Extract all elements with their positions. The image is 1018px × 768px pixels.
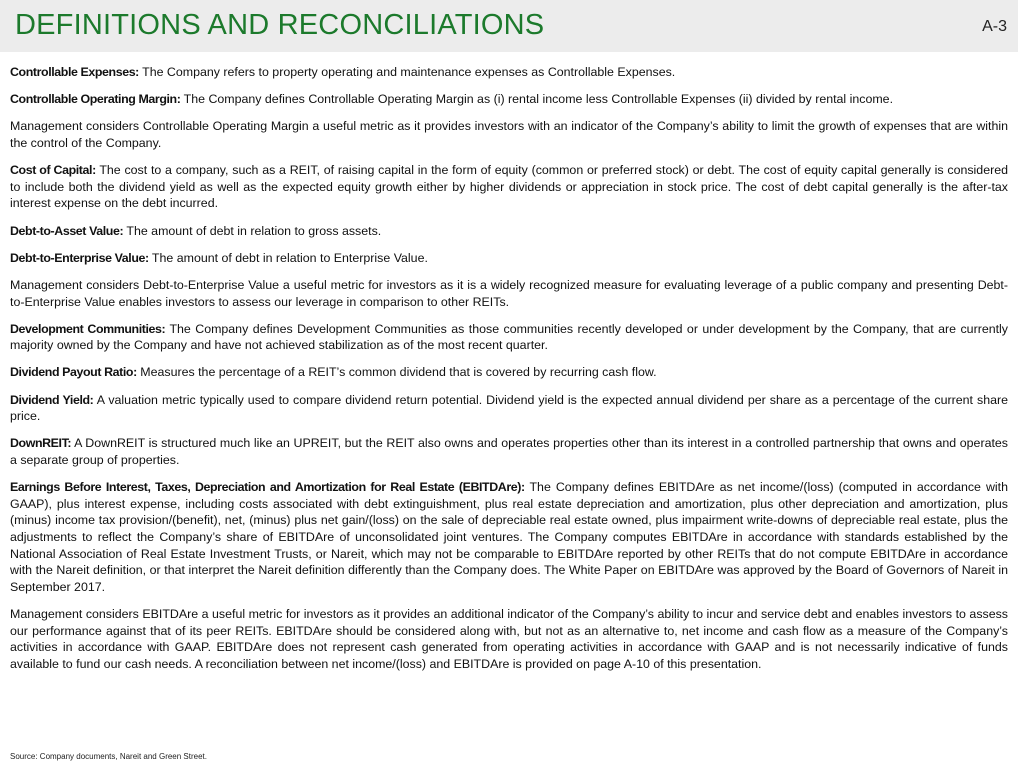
commentary-text: Management considers Debt-to-Enterprise Value a useful metric for investors as it is a widely recognized measure for evaluating leverage of a public company and presenting Debt-to-Enterprise Value enables investors to assess our leverage in comparison to other REITs. <box>10 277 1008 309</box>
definition-term: Dividend Yield: <box>10 392 94 407</box>
definition-text: The Company defines Controllable Operating Margin as (i) rental income less Controllable Expenses (ii) divided by rental income. <box>180 92 894 107</box>
definition-term: Earnings Before Interest, Taxes, Depreciation and Amortization for Real Estate (EBITDAre): <box>10 480 525 495</box>
page-header <box>0 0 1018 52</box>
definition-text: A DownREIT is structured much like an UPREIT, but the REIT also owns and operates properties other than its interest in a controlled partnership that owns and operates a separate group of properties. <box>10 436 1008 468</box>
source-footnote: Source: Company documents, Nareit and Green Street. <box>10 752 207 761</box>
definition-text: The amount of debt in relation to Enterprise Value. <box>148 250 428 265</box>
definition-paragraph <box>10 64 1008 81</box>
definition-text: The Company refers to property operating and maintenance expenses as Controllable Expenses. <box>138 65 676 79</box>
definition-paragraph <box>10 321 1008 354</box>
definition-paragraph <box>10 223 1008 240</box>
definition-paragraph <box>10 250 1008 267</box>
commentary-text: Management considers EBITDAre a useful metric for investors as it provides an additional indicator of the Company’s ability to incur and service debt and enables investors to assess our performance against that of its peer REITs. EBITDAre should be considered along with, but not as an alternative to, net income and cash flow as a measure of the Company’s activities in accordance with GAAP. EBITDAre does not represent cash generated from operating activities in accordance with GAAP and is not necessarily indicative of funds available to fund our cash needs. A reconciliation between net income/(loss) and EBITDAre is provided on page A-10 of this presentation. <box>10 606 1008 671</box>
definition-text: Measures the percentage of a REIT’s common dividend that is covered by recurring cash flow. <box>136 365 657 380</box>
definition-term: Dividend Payout Ratio: <box>10 365 137 380</box>
definition-term: Cost of Capital: <box>10 163 96 178</box>
definition-term: Debt-to-Enterprise Value: <box>10 250 149 265</box>
definition-text: The cost to a company, such as a REIT, of raising capital in the form of equity (common or preferred stock) or debt. The cost of equity capital generally is considered to include both the dividend yield as well as the expected equity growth either by higher dividends or appreciation in stock price. The cost of debt capital generally is the after-tax interest expense on the debt incurred. <box>10 163 1008 211</box>
definition-term: Development Communities: <box>10 321 166 336</box>
definition-text: A valuation metric typically used to compare dividend return potential. Dividend yield is the expected annual dividend per share as a percentage of the current share price. <box>10 392 1008 424</box>
definition-text: The Company defines EBITDAre as net income/(loss) (computed in accordance with GAAP), plus interest expense, including costs associated with debt extinguishment, plus real estate depreciation and amortization, plus other depreciation and amortization, plus (minus) income tax provision/(benefit), net, (minus) plus net gain/(loss) on the sale of depreciable real estate owned, plus impairment write-downs of depreciable real estate, plus the adjustments to reflect the Company’s share of EBITDAre of unconsolidated joint ventures. The Company computes EBITDAre in accordance with standards established by the National Association of Real Estate Investment Trusts, or Nareit, which may not be comparable to EBITDAre reported by other REITs that do not compute EBITDAre in accordance with the Nareit definition, or that interpret the Nareit definition differently than the Company does. The White Paper on EBITDAre was approved by the Board of Governors of Nareit in September 2017. <box>10 480 1008 594</box>
definition-term: Controllable Expenses: <box>10 65 139 79</box>
definition-paragraph <box>10 392 1008 425</box>
definition-paragraph <box>10 435 1008 468</box>
definition-term: Debt-to-Asset Value: <box>10 223 124 238</box>
definition-term: Controllable Operating Margin: <box>10 92 181 107</box>
definition-text: The Company defines Development Communities as those communities recently developed or under development by the Company, that are currently majority owned by the Company and have not achieved stabilization as of the most recent quarter. <box>10 321 1008 353</box>
definition-paragraph <box>10 91 1008 108</box>
definition-paragraph <box>10 479 1008 595</box>
commentary-paragraph <box>10 118 1008 151</box>
commentary-paragraph <box>10 606 1008 672</box>
definition-term: DownREIT: <box>10 436 72 451</box>
definition-text: The amount of debt in relation to gross assets. <box>123 223 382 238</box>
definition-paragraph <box>10 162 1008 212</box>
definition-paragraph <box>10 364 1008 381</box>
page-number: A-3 <box>982 18 1007 35</box>
commentary-text: Management considers Controllable Operating Margin a useful metric as it provides investors with an indicator of the Company’s ability to limit the growth of expenses that are within the control of the Company. <box>10 119 1008 150</box>
commentary-paragraph <box>10 277 1008 310</box>
definitions-body <box>10 64 1008 683</box>
page-title: DEFINITIONS AND RECONCILIATIONS <box>15 9 545 41</box>
